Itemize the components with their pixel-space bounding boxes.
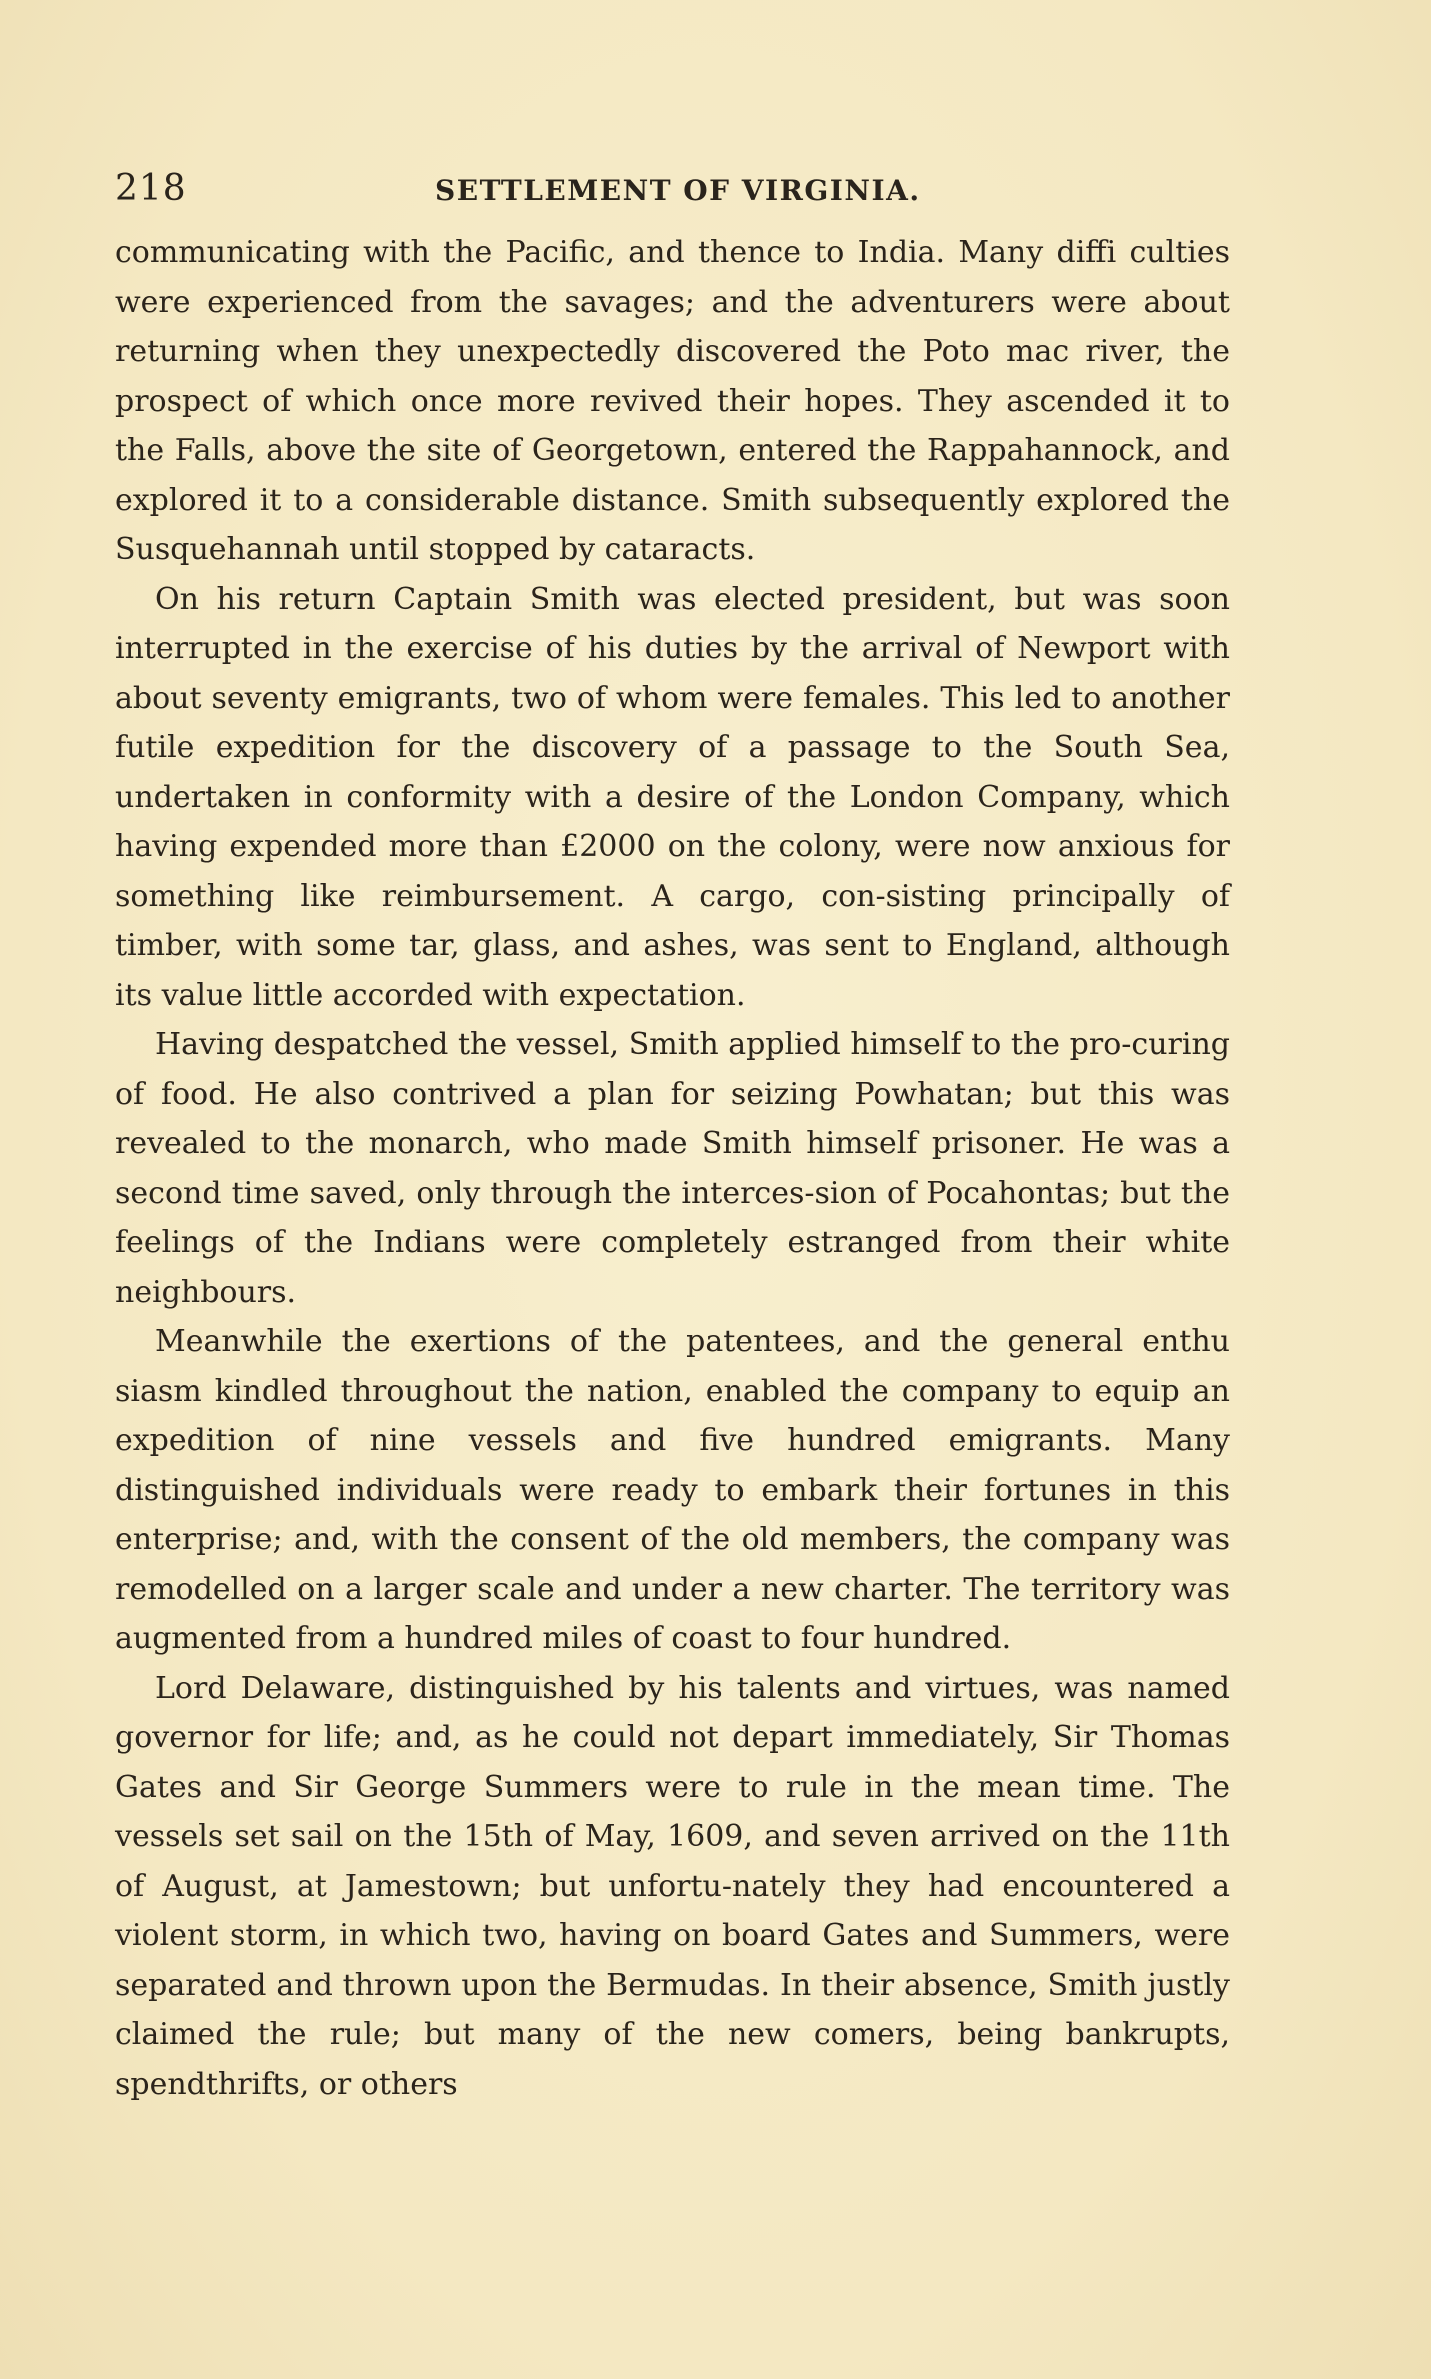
paragraph: Lord Delaware, distinguished by his talents and virtues, was named governor for life; and, as he could not depart immediately, Sir Thomas Gates and Sir George Summers were to rule in the mean time. The vessels set sail on the 15th of May, 1609, and seven arrived on the 11th of August, at Jamestown; but unfortu-nately they had encountered a violent storm, in which two, having on board Gates and Summers, were separated and thrown upon the Bermudas. In their absence, Smith justly claimed the rule; but many of the new comers, being bankrupts, spendthrifts, or others	[115, 1670, 1230, 2102]
paragraph: Having despatched the vessel, Smith applied himself to the pro-curing of food. He also contrived a plan for seizing Powhatan; but this was revealed to the monarch, who made Smith himself prisoner. He was a second time saved, only through the interces-sion of Pocahontas; but the feelings of the Indians were completely estranged from their white neighbours.	[115, 1027, 1230, 1310]
body-text	[115, 228, 1230, 2109]
page-header	[115, 168, 1230, 216]
paragraph: Meanwhile the exertions of the patentees, and the general enthu siasm kindled throughout the nation, enabled the company to equip an expedition of nine vessels and five hundred emigrants. Many distinguished individuals were ready to embark their fortunes in this enterprise; and, with the consent of the old members, the company was remodelled on a larger scale and under a new charter. The territory was augmented from a hundred miles of coast to four hundred.	[115, 1324, 1230, 1656]
paragraph: communicating with the Pacific, and thence to India. Many diffi culties were experienced from the savages; and the adventurers were about returning when they unexpectedly discovered the Poto mac river, the prospect of which once more revived their hopes. They ascended it to the Falls, above the site of Georgetown, entered the Rappahannock, and explored it to a considerable distance. Smith subsequently explored the Susquehannah until stopped by cataracts.	[115, 235, 1230, 567]
paragraph: On his return Captain Smith was elected president, but was soon interrupted in the exercise of his duties by the arrival of Newport with about seventy emigrants, two of whom were females. This led to another futile expedition for the discovery of a passage to the South Sea, undertaken in conformity with a desire of the London Company, which having expended more than £2000 on the colony, were now anxious for something like reimbursement. A cargo, con-sisting principally of timber, with some tar, glass, and ashes, was sent to England, although its value little accorded with expectation.	[115, 581, 1230, 1013]
page-number: 218	[115, 168, 187, 209]
running-title: SETTLEMENT OF VIRGINIA.	[435, 174, 921, 207]
